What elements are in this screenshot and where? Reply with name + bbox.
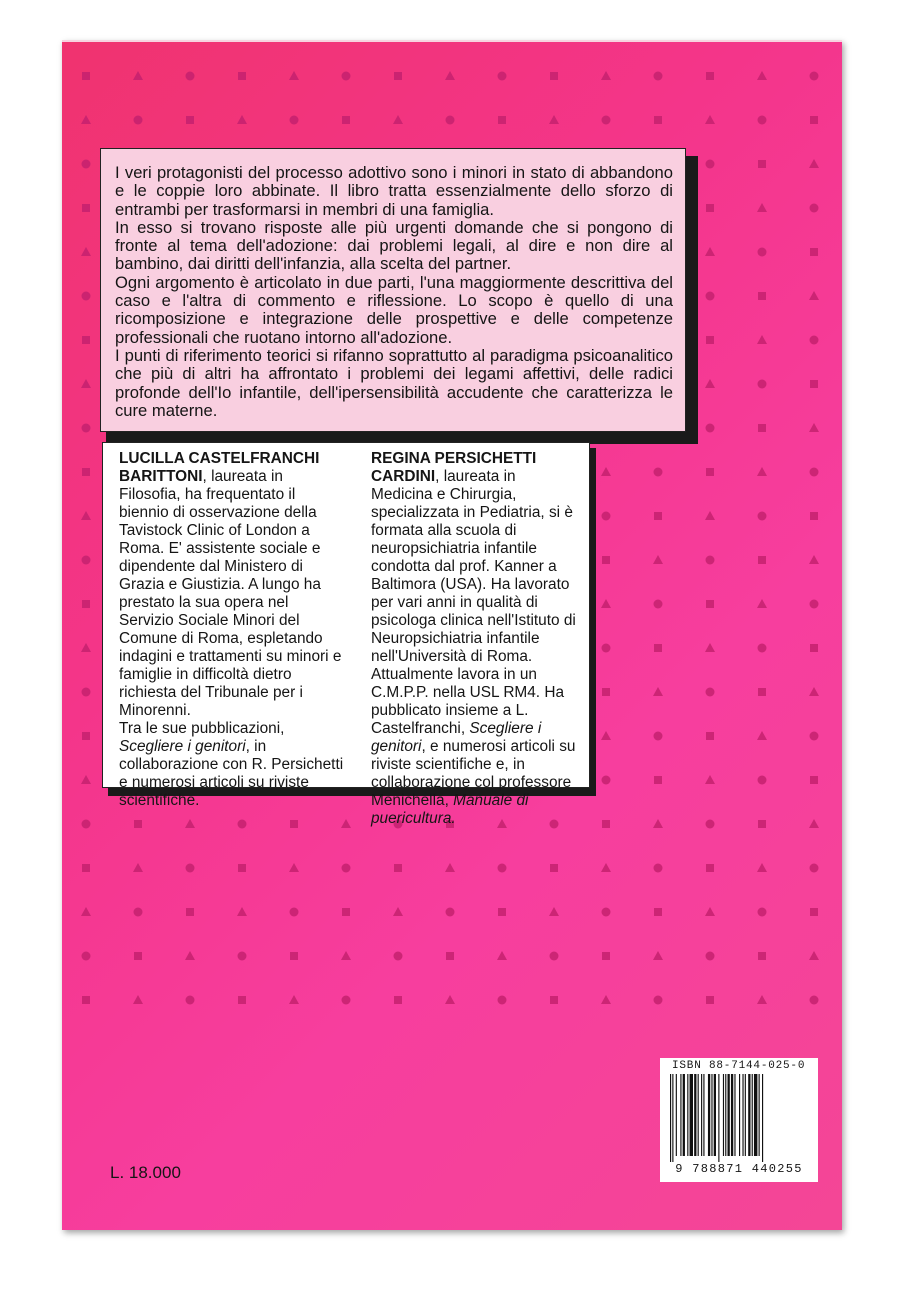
pattern-triangle-icon — [705, 115, 715, 124]
pattern-square-icon — [706, 600, 714, 608]
barcode-bar — [742, 1074, 743, 1156]
author-name: LUCILLA CASTELFRANCHI BARITTONI — [119, 450, 320, 485]
pattern-circle-icon — [758, 644, 767, 653]
barcode-bar — [734, 1074, 735, 1156]
pattern-triangle-icon — [809, 687, 819, 696]
pattern-square-icon — [186, 116, 194, 124]
pattern-circle-icon — [446, 116, 455, 125]
pattern-circle-icon — [654, 468, 663, 477]
barcode-bar — [731, 1074, 733, 1156]
bio-text: Tra le sue pubblicazioni, — [119, 720, 285, 737]
barcode-bar — [723, 1074, 724, 1156]
pattern-circle-icon — [82, 556, 91, 565]
barcode-bar — [708, 1074, 710, 1156]
pattern-triangle-icon — [705, 511, 715, 520]
pattern-square-icon — [82, 72, 90, 80]
pattern-circle-icon — [498, 72, 507, 81]
pattern-circle-icon — [758, 248, 767, 257]
pattern-triangle-icon — [601, 599, 611, 608]
pattern-square-icon — [342, 908, 350, 916]
pattern-triangle-icon — [549, 907, 559, 916]
pattern-square-icon — [706, 204, 714, 212]
barcode-bar — [739, 1074, 740, 1156]
pattern-square-icon — [238, 864, 246, 872]
barcode-bar — [762, 1074, 763, 1162]
pattern-circle-icon — [706, 688, 715, 697]
pattern-circle-icon — [498, 996, 507, 1005]
blurb-paragraph: In esso si trovano risposte alle più urgenti domande che si pongono di fronte al tema dell'adozione: dai problemi legali, al dire e non dire al bambino, dai diritti dell'infanzia, alla scelta del partner. — [115, 217, 673, 274]
price-label: L. 18.000 — [110, 1163, 181, 1182]
pattern-circle-icon — [498, 864, 507, 873]
barcode-bar — [683, 1074, 685, 1156]
pattern-square-icon — [654, 908, 662, 916]
pattern-triangle-icon — [705, 379, 715, 388]
pattern-square-icon — [706, 732, 714, 740]
barcode-bar — [748, 1074, 750, 1156]
pattern-triangle-icon — [549, 115, 559, 124]
barcode-bar — [672, 1074, 673, 1162]
pattern-triangle-icon — [133, 863, 143, 872]
pattern-triangle-icon — [133, 71, 143, 80]
pattern-triangle-icon — [757, 203, 767, 212]
pattern-circle-icon — [706, 160, 715, 169]
pattern-circle-icon — [238, 952, 247, 961]
pattern-triangle-icon — [653, 555, 663, 564]
pattern-circle-icon — [342, 996, 351, 1005]
pattern-square-icon — [82, 864, 90, 872]
pattern-square-icon — [810, 512, 818, 520]
pattern-square-icon — [810, 116, 818, 124]
pattern-triangle-icon — [185, 951, 195, 960]
barcode-bar — [718, 1074, 719, 1162]
pattern-square-icon — [238, 72, 246, 80]
pattern-circle-icon — [758, 776, 767, 785]
pattern-circle-icon — [810, 72, 819, 81]
pattern-circle-icon — [602, 116, 611, 125]
pattern-square-icon — [290, 820, 298, 828]
bio-text: , e numerosi articoli su riviste scientifiche e, in collaborazione col professore Menichella, — [371, 738, 576, 809]
barcode-bar — [676, 1074, 677, 1156]
barcode-bar — [759, 1074, 760, 1156]
pattern-triangle-icon — [601, 71, 611, 80]
pattern-triangle-icon — [653, 819, 663, 828]
pattern-square-icon — [446, 952, 454, 960]
pattern-square-icon — [758, 952, 766, 960]
pattern-circle-icon — [758, 116, 767, 125]
pattern-triangle-icon — [341, 951, 351, 960]
pattern-triangle-icon — [809, 423, 819, 432]
pattern-triangle-icon — [237, 115, 247, 124]
author-bios-box — [102, 442, 590, 827]
pattern-square-icon — [810, 248, 818, 256]
pattern-triangle-icon — [81, 115, 91, 124]
pattern-square-icon — [82, 204, 90, 212]
pattern-circle-icon — [394, 952, 403, 961]
pattern-circle-icon — [82, 292, 91, 301]
pattern-triangle-icon — [809, 159, 819, 168]
pattern-square-icon — [654, 776, 662, 784]
pattern-square-icon — [602, 952, 610, 960]
pattern-triangle-icon — [237, 907, 247, 916]
pattern-triangle-icon — [185, 819, 195, 828]
pattern-square-icon — [394, 72, 402, 80]
pattern-circle-icon — [602, 776, 611, 785]
pattern-square-icon — [602, 556, 610, 564]
pattern-square-icon — [498, 908, 506, 916]
pattern-triangle-icon — [809, 555, 819, 564]
pattern-circle-icon — [602, 512, 611, 521]
pattern-circle-icon — [810, 600, 819, 609]
pattern-square-icon — [82, 600, 90, 608]
pattern-circle-icon — [758, 512, 767, 521]
pattern-square-icon — [394, 864, 402, 872]
author-name: REGINA PERSICHETTI CARDINI — [371, 450, 537, 485]
pattern-triangle-icon — [757, 467, 767, 476]
pattern-square-icon — [602, 688, 610, 696]
bio-paragraph — [119, 720, 345, 810]
pattern-triangle-icon — [445, 995, 455, 1004]
pattern-circle-icon — [810, 204, 819, 213]
pattern-circle-icon — [82, 160, 91, 169]
pattern-triangle-icon — [81, 379, 91, 388]
pattern-triangle-icon — [705, 643, 715, 652]
pattern-square-icon — [550, 72, 558, 80]
book-title: Scegliere i genitori — [119, 738, 246, 755]
pattern-square-icon — [758, 424, 766, 432]
author-bio-castelfranchi — [119, 450, 345, 810]
pattern-circle-icon — [810, 996, 819, 1005]
bio-text: , laureata in Filosofia, ha frequentato il biennio di osservazione della Tavistock Clinic of London a Roma. E' assistente sociale e dipendente dal Ministero di Grazia e Giustizia. A lungo ha prestato la sua opera nel Servizio Sociale Minori del Comune di Roma, espletando indagini e trattamenti su minori e famiglie in difficoltà dietro richiesta del Tribunale per i Minorenni. — [119, 468, 342, 719]
pattern-square-icon — [706, 468, 714, 476]
pattern-square-icon — [706, 72, 714, 80]
pattern-circle-icon — [342, 864, 351, 873]
pattern-triangle-icon — [705, 775, 715, 784]
pattern-triangle-icon — [445, 863, 455, 872]
pattern-circle-icon — [654, 72, 663, 81]
barcode — [668, 1074, 810, 1162]
pattern-circle-icon — [706, 820, 715, 829]
pattern-circle-icon — [290, 116, 299, 125]
pattern-circle-icon — [758, 380, 767, 389]
pattern-triangle-icon — [705, 247, 715, 256]
pattern-square-icon — [758, 292, 766, 300]
pattern-square-icon — [186, 908, 194, 916]
pattern-square-icon — [758, 556, 766, 564]
blurb-paragraph: Ogni argomento è articolato in due parti, l'una maggiormente descrittiva del caso e l'altra di commento e riflessione. Lo scopo è quello di una ricomposizione e integrazione delle prospettive e delle competenze professionali che ruotano intorno all'adozione. — [115, 272, 673, 347]
pattern-square-icon — [82, 468, 90, 476]
pattern-square-icon — [290, 952, 298, 960]
isbn-barcode-panel — [660, 1058, 818, 1182]
pattern-triangle-icon — [757, 995, 767, 1004]
pattern-square-icon — [810, 908, 818, 916]
pattern-circle-icon — [810, 732, 819, 741]
pattern-square-icon — [654, 116, 662, 124]
barcode-bar — [754, 1074, 757, 1156]
pattern-circle-icon — [706, 952, 715, 961]
pattern-triangle-icon — [757, 863, 767, 872]
pattern-triangle-icon — [809, 291, 819, 300]
pattern-circle-icon — [82, 820, 91, 829]
pattern-circle-icon — [602, 644, 611, 653]
pattern-circle-icon — [290, 908, 299, 917]
barcode-bar — [701, 1074, 702, 1156]
blurb-paragraph: I punti di riferimento teorici si rifanno soprattutto al paradigma psicoanalitico che più di altri ha affrontato i problemi dei legami affettivi, delle radici profonde dell'Io infantile, dell'ipersensibilità accudente che caratterizza le cure materne. — [115, 345, 673, 420]
pattern-square-icon — [706, 336, 714, 344]
pattern-circle-icon — [186, 864, 195, 873]
blurb-paragraph: I veri protagonisti del processo adottivo sono i minori in stato di abbandono e le coppie loro abbinate. Il libro tratta essenzialmente dello sforzo di entrambi per trasformarsi in membri di una famiglia. — [115, 163, 673, 219]
pattern-square-icon — [654, 644, 662, 652]
pattern-circle-icon — [810, 864, 819, 873]
pattern-square-icon — [342, 116, 350, 124]
pattern-square-icon — [758, 820, 766, 828]
pattern-square-icon — [810, 644, 818, 652]
pattern-square-icon — [498, 116, 506, 124]
pattern-circle-icon — [758, 908, 767, 917]
pattern-triangle-icon — [601, 863, 611, 872]
pattern-triangle-icon — [757, 335, 767, 344]
pattern-triangle-icon — [757, 731, 767, 740]
pattern-triangle-icon — [757, 71, 767, 80]
pattern-circle-icon — [706, 292, 715, 301]
pattern-triangle-icon — [393, 907, 403, 916]
pattern-circle-icon — [654, 864, 663, 873]
pattern-circle-icon — [186, 996, 195, 1005]
pattern-triangle-icon — [81, 775, 91, 784]
pattern-circle-icon — [82, 952, 91, 961]
book-title: Manuale di puericultura. — [371, 792, 529, 827]
author-bio-persichetti — [371, 450, 579, 828]
barcode-bar — [725, 1074, 726, 1156]
pattern-triangle-icon — [81, 511, 91, 520]
pattern-circle-icon — [654, 732, 663, 741]
barcode-bar — [703, 1074, 704, 1156]
pattern-triangle-icon — [289, 71, 299, 80]
pattern-square-icon — [550, 996, 558, 1004]
pattern-triangle-icon — [653, 687, 663, 696]
bio-paragraph — [119, 450, 345, 720]
blurb-box — [100, 148, 686, 432]
pattern-triangle-icon — [809, 951, 819, 960]
pattern-circle-icon — [810, 336, 819, 345]
pattern-triangle-icon — [757, 599, 767, 608]
barcode-number: 9 788871 440255 — [675, 1162, 803, 1176]
pattern-circle-icon — [706, 424, 715, 433]
pattern-triangle-icon — [653, 951, 663, 960]
pattern-triangle-icon — [601, 731, 611, 740]
pattern-square-icon — [394, 996, 402, 1004]
pattern-triangle-icon — [601, 995, 611, 1004]
bio-paragraph — [371, 450, 579, 828]
pattern-triangle-icon — [289, 995, 299, 1004]
pattern-square-icon — [602, 820, 610, 828]
pattern-square-icon — [706, 996, 714, 1004]
barcode-bar — [670, 1074, 671, 1162]
pattern-circle-icon — [342, 72, 351, 81]
bio-text: , laureata in Medicina e Chirurgia, specializzata in Pediatria, si è formata alla scuola di neuropsichiatria infantile condotta dal prof. Kanner a Baltimora (USA). Ha lavorato per vari anni in qualità di psicologa clinica nell'Istituto di Neuropsichiatria infantile nell'Università di Roma. Attualmente lavora in un C.M.P.P. nella USL RM4. Ha pubblicato insieme a L. Castelfranchi, — [371, 468, 576, 737]
pattern-circle-icon — [654, 996, 663, 1005]
pattern-square-icon — [82, 996, 90, 1004]
barcode-bar — [752, 1074, 753, 1156]
pattern-triangle-icon — [81, 247, 91, 256]
pattern-triangle-icon — [497, 951, 507, 960]
pattern-square-icon — [810, 776, 818, 784]
pattern-square-icon — [810, 380, 818, 388]
barcode-bar — [680, 1074, 681, 1156]
pattern-circle-icon — [706, 556, 715, 565]
pattern-triangle-icon — [81, 907, 91, 916]
barcode-bar — [714, 1074, 716, 1156]
pattern-triangle-icon — [393, 115, 403, 124]
pattern-square-icon — [134, 820, 142, 828]
barcode-bar — [728, 1074, 730, 1156]
pattern-square-icon — [758, 688, 766, 696]
pattern-circle-icon — [134, 908, 143, 917]
pattern-square-icon — [550, 864, 558, 872]
pattern-circle-icon — [602, 908, 611, 917]
barcode-bar — [687, 1074, 688, 1156]
pattern-circle-icon — [446, 908, 455, 917]
barcode-bar — [694, 1074, 696, 1156]
pattern-triangle-icon — [81, 643, 91, 652]
pattern-circle-icon — [654, 600, 663, 609]
pattern-square-icon — [82, 336, 90, 344]
pattern-square-icon — [82, 732, 90, 740]
pattern-triangle-icon — [809, 819, 819, 828]
pattern-square-icon — [654, 512, 662, 520]
pattern-circle-icon — [134, 116, 143, 125]
pattern-triangle-icon — [341, 819, 351, 828]
pattern-square-icon — [238, 996, 246, 1004]
pattern-triangle-icon — [705, 907, 715, 916]
pattern-circle-icon — [82, 688, 91, 697]
book-title: Scegliere i genitori — [371, 720, 542, 755]
pattern-triangle-icon — [601, 467, 611, 476]
pattern-square-icon — [134, 952, 142, 960]
barcode-bar — [698, 1074, 699, 1156]
pattern-triangle-icon — [445, 71, 455, 80]
barcode-bar — [745, 1074, 746, 1156]
pattern-square-icon — [758, 160, 766, 168]
pattern-circle-icon — [186, 72, 195, 81]
isbn-label: ISBN 88-7144-025-0 — [672, 1060, 806, 1072]
barcode-bar — [690, 1074, 693, 1156]
pattern-circle-icon — [238, 820, 247, 829]
pattern-triangle-icon — [133, 995, 143, 1004]
pattern-circle-icon — [550, 952, 559, 961]
pattern-square-icon — [706, 864, 714, 872]
pattern-circle-icon — [810, 468, 819, 477]
pattern-triangle-icon — [289, 863, 299, 872]
pattern-circle-icon — [82, 424, 91, 433]
barcode-bar — [711, 1074, 712, 1156]
bio-text: , in collaborazione con R. Persichetti e numerosi articoli su riviste scientifiche. — [119, 738, 344, 809]
